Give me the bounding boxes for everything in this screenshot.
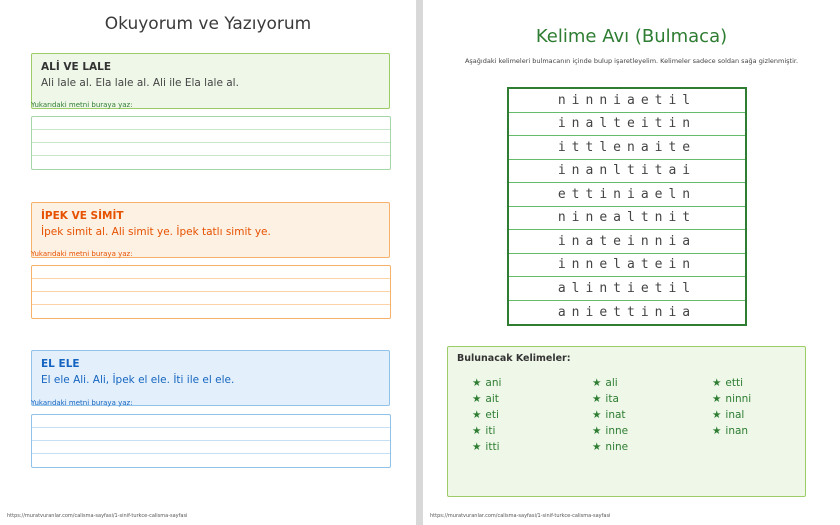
- grid-row[interactable]: [509, 277, 745, 301]
- grid-row-letters: ninniaetil: [557, 92, 697, 108]
- star-icon: ★: [592, 377, 602, 389]
- word-item: [592, 375, 628, 391]
- star-icon: ★: [592, 425, 602, 437]
- star-icon: ★: [592, 441, 602, 453]
- star-icon: ★: [472, 393, 482, 405]
- word-text: ani: [485, 377, 502, 389]
- grid-row[interactable]: [509, 254, 745, 278]
- grid-row-letters: innelatein: [557, 257, 697, 273]
- grid-row-letters: alintietil: [557, 280, 697, 296]
- word-item: [592, 407, 628, 423]
- grid-row-letters: inateinnia: [557, 233, 697, 249]
- right-worksheet-page: [423, 0, 840, 525]
- reading-card-heading: EL ELE: [41, 358, 80, 370]
- footer-url[interactable]: https://muratvuranlar.com/calisma-sayfasi/1-sinif-turkce-calisma-sayfasi: [7, 513, 188, 519]
- grid-row-letters: aniettinia: [557, 304, 697, 320]
- word-item: [472, 391, 501, 407]
- word-item: [592, 439, 628, 455]
- writing-lines-area[interactable]: [31, 116, 391, 170]
- grid-row[interactable]: [509, 207, 745, 231]
- grid-row-letters: ettiniaeln: [557, 186, 697, 202]
- word-search-grid: [507, 87, 747, 326]
- star-icon: ★: [472, 377, 482, 389]
- reading-card-el-ele: [31, 350, 390, 406]
- star-icon: ★: [472, 425, 482, 437]
- star-icon: ★: [712, 425, 722, 437]
- word-text: eti: [485, 409, 499, 421]
- word-item: [472, 423, 501, 439]
- word-text: etti: [725, 377, 744, 389]
- word-item: [472, 375, 501, 391]
- left-worksheet-page: [0, 0, 416, 525]
- word-item: [712, 407, 751, 423]
- write-label: Yukarıdaki metni buraya yaz:: [31, 399, 133, 407]
- word-text: inan: [725, 425, 749, 437]
- star-icon: ★: [712, 409, 722, 421]
- grid-row[interactable]: [509, 230, 745, 254]
- grid-row[interactable]: [509, 113, 745, 137]
- word-text: ait: [485, 393, 499, 405]
- words-title: Bulunacak Kelimeler:: [457, 353, 571, 364]
- star-icon: ★: [712, 377, 722, 389]
- reading-card-heading: ALİ VE LALE: [41, 61, 112, 73]
- grid-row-letters: inanltitai: [557, 163, 697, 179]
- grid-row[interactable]: [509, 160, 745, 184]
- word-item: [472, 407, 501, 423]
- grid-row[interactable]: [509, 183, 745, 207]
- word-item: [712, 391, 751, 407]
- words-column-2: [592, 375, 628, 455]
- word-text: itti: [485, 441, 500, 453]
- word-text: nine: [605, 441, 629, 453]
- footer-url[interactable]: https://muratvuranlar.com/calisma-sayfasi/1-sinif-turkce-calisma-sayfasi: [430, 513, 611, 519]
- star-icon: ★: [472, 441, 482, 453]
- words-to-find-box: [447, 346, 806, 497]
- word-item: [592, 423, 628, 439]
- word-item: [712, 423, 751, 439]
- word-text: inne: [605, 425, 629, 437]
- grid-row-letters: ninealtnit: [557, 210, 697, 226]
- word-item: [592, 391, 628, 407]
- words-column-3: [712, 375, 751, 439]
- reading-card-heading: İPEK VE SİMİT: [41, 210, 124, 222]
- star-icon: ★: [592, 393, 602, 405]
- star-icon: ★: [472, 409, 482, 421]
- star-icon: ★: [592, 409, 602, 421]
- reading-card-text: El ele Ali. Ali, İpek el ele. İti ile el ele.: [41, 374, 235, 386]
- word-text: ninni: [725, 393, 752, 405]
- reading-card-text: Ali lale al. Ela lale al. Ali ile Ela lale al.: [41, 77, 239, 89]
- grid-row[interactable]: [509, 301, 745, 325]
- word-text: ita: [605, 393, 619, 405]
- page-title: Okuyorum ve Yazıyorum: [104, 14, 312, 34]
- words-column-1: [472, 375, 501, 455]
- write-label: Yukarıdaki metni buraya yaz:: [31, 250, 133, 258]
- grid-row[interactable]: [509, 136, 745, 160]
- word-item: [472, 439, 501, 455]
- word-text: inal: [725, 409, 745, 421]
- reading-card-text: İpek simit al. Ali simit ye. İpek tatlı simit ye.: [41, 226, 271, 238]
- page-title: Kelime Avı (Bulmaca): [535, 26, 728, 47]
- instructions: Aşağıdaki kelimeleri bulmacanın içinde bulup işaretleyelim. Kelimeler sadece soldan sağa gizlenmiştir.: [464, 57, 799, 65]
- word-text: inat: [605, 409, 626, 421]
- word-item: [712, 375, 751, 391]
- star-icon: ★: [712, 393, 722, 405]
- grid-row-letters: inalteitin: [557, 116, 697, 132]
- write-label: Yukarıdaki metni buraya yaz:: [31, 101, 133, 109]
- word-text: ali: [605, 377, 618, 389]
- grid-row-letters: ittlenaite: [557, 139, 697, 155]
- word-text: iti: [485, 425, 496, 437]
- writing-lines-area[interactable]: [31, 414, 391, 468]
- grid-row[interactable]: [509, 89, 745, 113]
- writing-lines-area[interactable]: [31, 265, 391, 319]
